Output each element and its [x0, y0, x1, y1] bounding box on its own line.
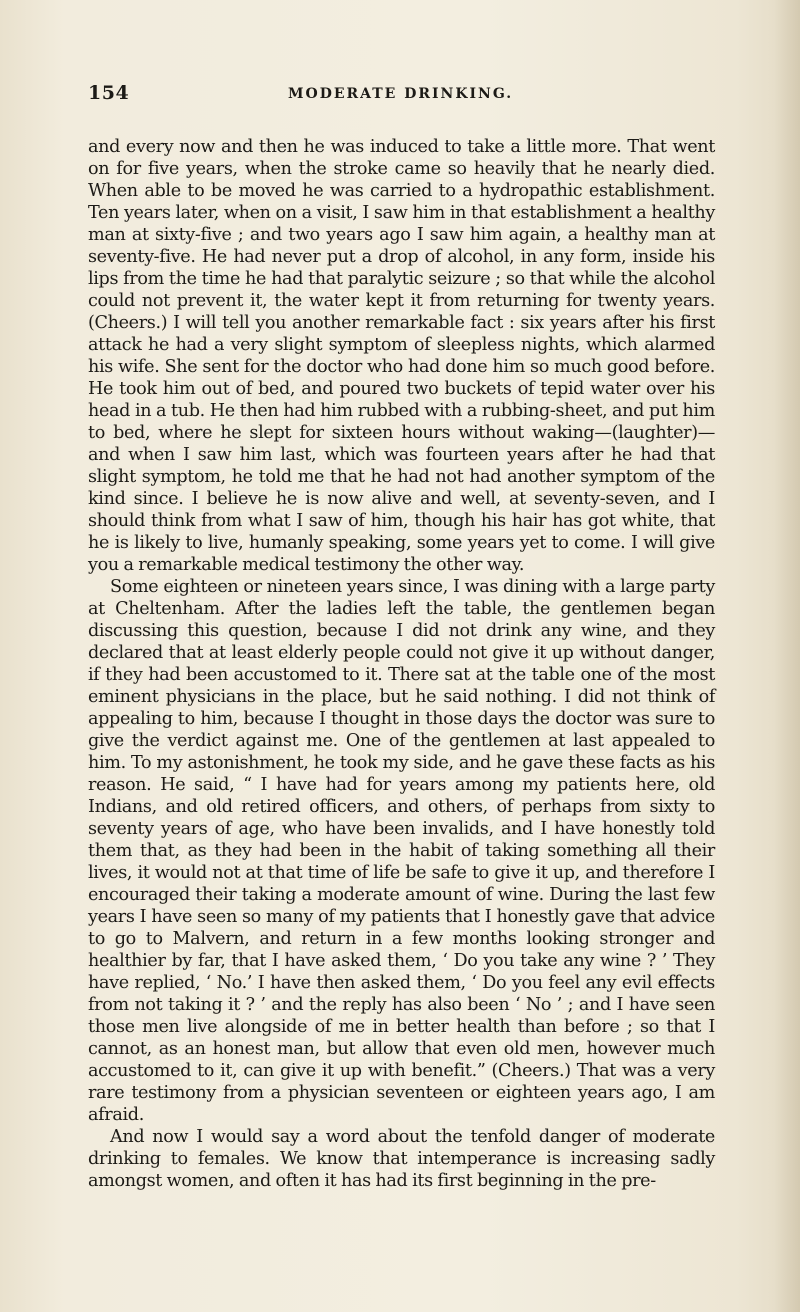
page-header: [88, 82, 688, 108]
paragraph: and every now and then he was induced to take a little more. That went on for five years, when the stroke came so heavily that he nearly died. When able to be moved he was carried to a hydropathic establishment. Ten years later, when on a visit, I saw him in that establishment a healthy man at sixty-five ; and two years ago I saw him again, a healthy man at seventy-five. He had never put a drop of alcohol, in any form, inside his lips from the time he had that paralytic seizure ; so that while the alcohol could not prevent it, the water kept it from returning for twenty years. (Cheers.) I will tell you another remarkable fact : six years after his first attack he had a very slight symptom of sleepless nights, which alarmed his wife. She sent for the doctor who had done him so much good before. He took him out of bed, and poured two buckets of tepid water over his head in a tub. He then had him rubbed with a rubbing-sheet, and put him to bed, where he slept for sixteen hours without waking—(laughter)—and when I saw him last, which was fourteen years after he had that slight symptom, he told me that he had not had another symptom of the kind since. I believe he is now alive and well, at seventy-seven, and I should think from what I saw of him, though his hair has got white, that he is likely to live, humanly speaking, some years yet to come. I will give you a remarkable medical testimony the other way.: [88, 137, 715, 575]
page-edge-shadow: [774, 0, 800, 1312]
paragraph: And now I would say a word about the tenfold danger of moderate drinking to females. We know that intemperance is increasing sadly amongst women, and often it has had its first beginning in the pre-: [88, 1127, 715, 1191]
body-text: [88, 136, 715, 1192]
page-number: 154: [88, 82, 130, 104]
running-title: MODERATE DRINKING.: [288, 86, 514, 102]
paragraph: Some eighteen or nineteen years since, I was dining with a large party at Cheltenham. After the ladies left the table, the gentlemen began discussing this question, because I did not drink any wine, and they declared that at least elderly people could not give it up without danger, if they had been accustomed to it. There sat at the table one of the most eminent physicians in the place, but he said nothing. I did not think of appealing to him, because I thought in those days the doctor was sure to give the verdict against me. One of the gentlemen at last appealed to him. To my astonishment, he took my side, and he gave these facts as his reason. He said, “ I have had for years among my patients here, old Indians, and old retired officers, and others, of perhaps from sixty to seventy years of age, who have been invalids, and I have honestly told them that, as they had been in the habit of taking something all their lives, it would not at that time of life be safe to give it up, and therefore I encouraged their taking a moderate amount of wine. During the last few years I have seen so many of my patients that I honestly gave that advice to go to Malvern, and return in a few months looking stronger and healthier by far, that I have asked them, ‘ Do you take any wine ? ’ They have replied, ‘ No.’ I have then asked them, ‘ Do you feel any evil effects from not taking it ? ’ and the reply has also been ‘ No ’ ; and I have seen those men live alongside of me in better health than before ; so that I cannot, as an honest man, but allow that even old men, however much accustomed to it, can give it up with benefit.” (Cheers.) That was a very rare testimony from a physician seventeen or eighteen years ago, I am afraid.: [88, 577, 715, 1125]
